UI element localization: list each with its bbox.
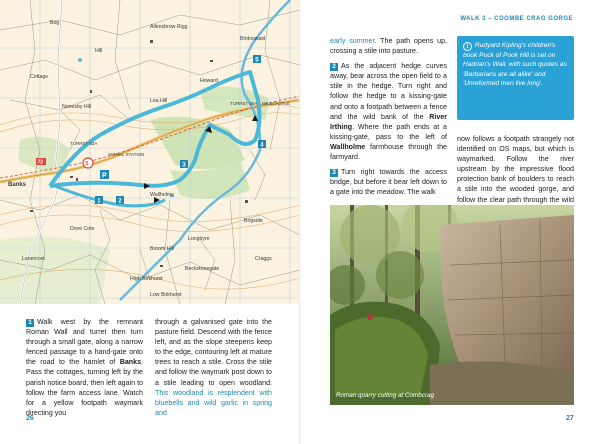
svg-text:4: 4 xyxy=(260,142,264,149)
step-badge-2: 2 xyxy=(330,63,338,71)
waypoint-1 xyxy=(95,196,103,204)
info-icon: i xyxy=(463,42,472,51)
right-colb-text: now follows a footpath strangely not identified on OS maps, but which is waymarked. Follow the river upstream by the impressive flood protection bank of boulders to reach a stile into the wooded gorge, and follow the clear path through the wild xyxy=(457,135,574,204)
svg-text:S: S xyxy=(85,161,89,167)
svg-text:3: 3 xyxy=(182,162,186,169)
map-label-signal: SIGNAL STATION xyxy=(108,152,145,157)
map-label-beckstonegate: Beckstonegate xyxy=(185,266,220,272)
step-badge-1: 1 xyxy=(26,319,34,327)
map-label-wallholme: Wallholme xyxy=(150,192,175,198)
running-header: WALK 3 – COOMBE CRAG GORGE xyxy=(460,16,573,22)
photo-caption: Roman quarry cutting at Combcrag xyxy=(336,392,434,399)
left-colb-highlight: This woodland is resplendent with bluebells and wild garlic in spring and xyxy=(155,388,272,417)
waypoint-3 xyxy=(180,160,188,168)
step-badge-3: 3 xyxy=(330,169,338,177)
step2-text-pre: As the adjacent hedge curves away, bear across the open field to a stile in the hedge. Turn right and follow the hedge to a kissing-gate and onto a footpath between a fence and the wild bank of the xyxy=(330,62,447,121)
step1-text-bold: Banks xyxy=(119,358,142,367)
quarry-photo xyxy=(330,205,574,405)
map-label-high-birkhurst: High Birkhurst xyxy=(130,276,163,282)
step1-text-pre: Walk west by the remnant Roman Wall and turret then turn through a small gate, along a narrow fenced passage to a hand-gate onto the road to the hamlet of xyxy=(26,318,143,367)
map-label-milecastle: MILECASTLE xyxy=(262,101,291,106)
svg-text:2: 2 xyxy=(118,198,122,205)
start-finish-marker xyxy=(83,158,93,168)
info-box-text: Rudyard Kipling's children's book Puck of Pook Hill is set on Hadrian's Wall, with such quotes as 'Barbarians are all alike' and 'Unreformed men live long'. xyxy=(463,42,567,88)
map-label-banks: Banks xyxy=(8,182,27,188)
step2-bold-river: River Irthing xyxy=(330,112,447,131)
svg-text:5: 5 xyxy=(255,57,259,64)
map-label-birdoswald: Birdoswald xyxy=(240,36,266,42)
step2-text-mid: . Where the path ends at a kissing-gate, pass to the left of xyxy=(330,122,447,141)
map-label-craggs: Craggs xyxy=(255,256,272,262)
map-label-leahill: Lea Hill xyxy=(150,98,168,104)
svg-text:P: P xyxy=(102,172,107,180)
map-label-lanercost: Lanercost xyxy=(22,256,45,262)
road-number: 72 xyxy=(37,159,44,166)
right-text-column-a xyxy=(330,36,447,202)
waypoint-5 xyxy=(253,55,261,63)
step2-text-post: farmhouse through the farmyard. xyxy=(330,142,447,162)
waypoint-4 xyxy=(258,140,266,148)
map-label-howard: Howard xyxy=(200,78,218,84)
info-box xyxy=(457,36,574,120)
page-number-right: 27 xyxy=(566,415,574,422)
map-label-hill: Hill xyxy=(95,48,103,54)
map-label-low-birkhurst: Low Birkhurst xyxy=(150,292,182,298)
step2-bold-wallholme: Wallholme xyxy=(330,142,366,151)
right-cola-highlight: early summer xyxy=(330,37,375,45)
left-colb-text: through a galvanised gate into the pasture field. Descend with the fence left, and as the slope steepens keep to the edge, contouring left at mature trees to reach a stile. Cross the stile and follow the waymark post down to a stile leading to open woodland. xyxy=(155,318,272,387)
map-label-broom-hill: Broom Hill xyxy=(150,246,174,252)
map-label-bog: Bog xyxy=(50,20,60,26)
left-text-column-a xyxy=(26,317,143,418)
waypoint-2 xyxy=(116,196,124,204)
map-label-cottage: Cottage xyxy=(30,74,49,80)
quarry-photo-graphic xyxy=(330,205,574,405)
map-label-turret: TURRET 55A xyxy=(230,101,258,106)
svg-text:1: 1 xyxy=(97,198,101,205)
map-label-nonesby: Nonesby Hill xyxy=(62,104,92,110)
step3-text: Turn right towards the access bridge, but before it bear left down to a gate into the meadow. The walk xyxy=(330,168,447,197)
route-map xyxy=(0,0,300,304)
parking-marker xyxy=(100,170,109,180)
map-graphic xyxy=(0,0,300,304)
map-label-bogside: Bogside xyxy=(244,218,263,224)
page-number-left: 26 xyxy=(26,415,34,422)
step1-text-post: . Pass the cottages, turning left by the parish notice board, then left again to follow the farm access lane. Watch for a yellow footpath waymark directing you xyxy=(26,358,143,417)
map-label-allensbrow: Allensbrow Rigg xyxy=(150,24,188,30)
gutter-shadow xyxy=(299,0,301,444)
map-label-dovecote: Dove Cote xyxy=(70,226,95,232)
map-label-longbyre: Longbyre xyxy=(188,236,210,242)
right-cola-cont: . The path opens up, crossing a stile into pasture. xyxy=(330,37,447,56)
map-label-turret2: TURRET 52A xyxy=(70,141,98,146)
left-text-column-b xyxy=(155,317,272,418)
